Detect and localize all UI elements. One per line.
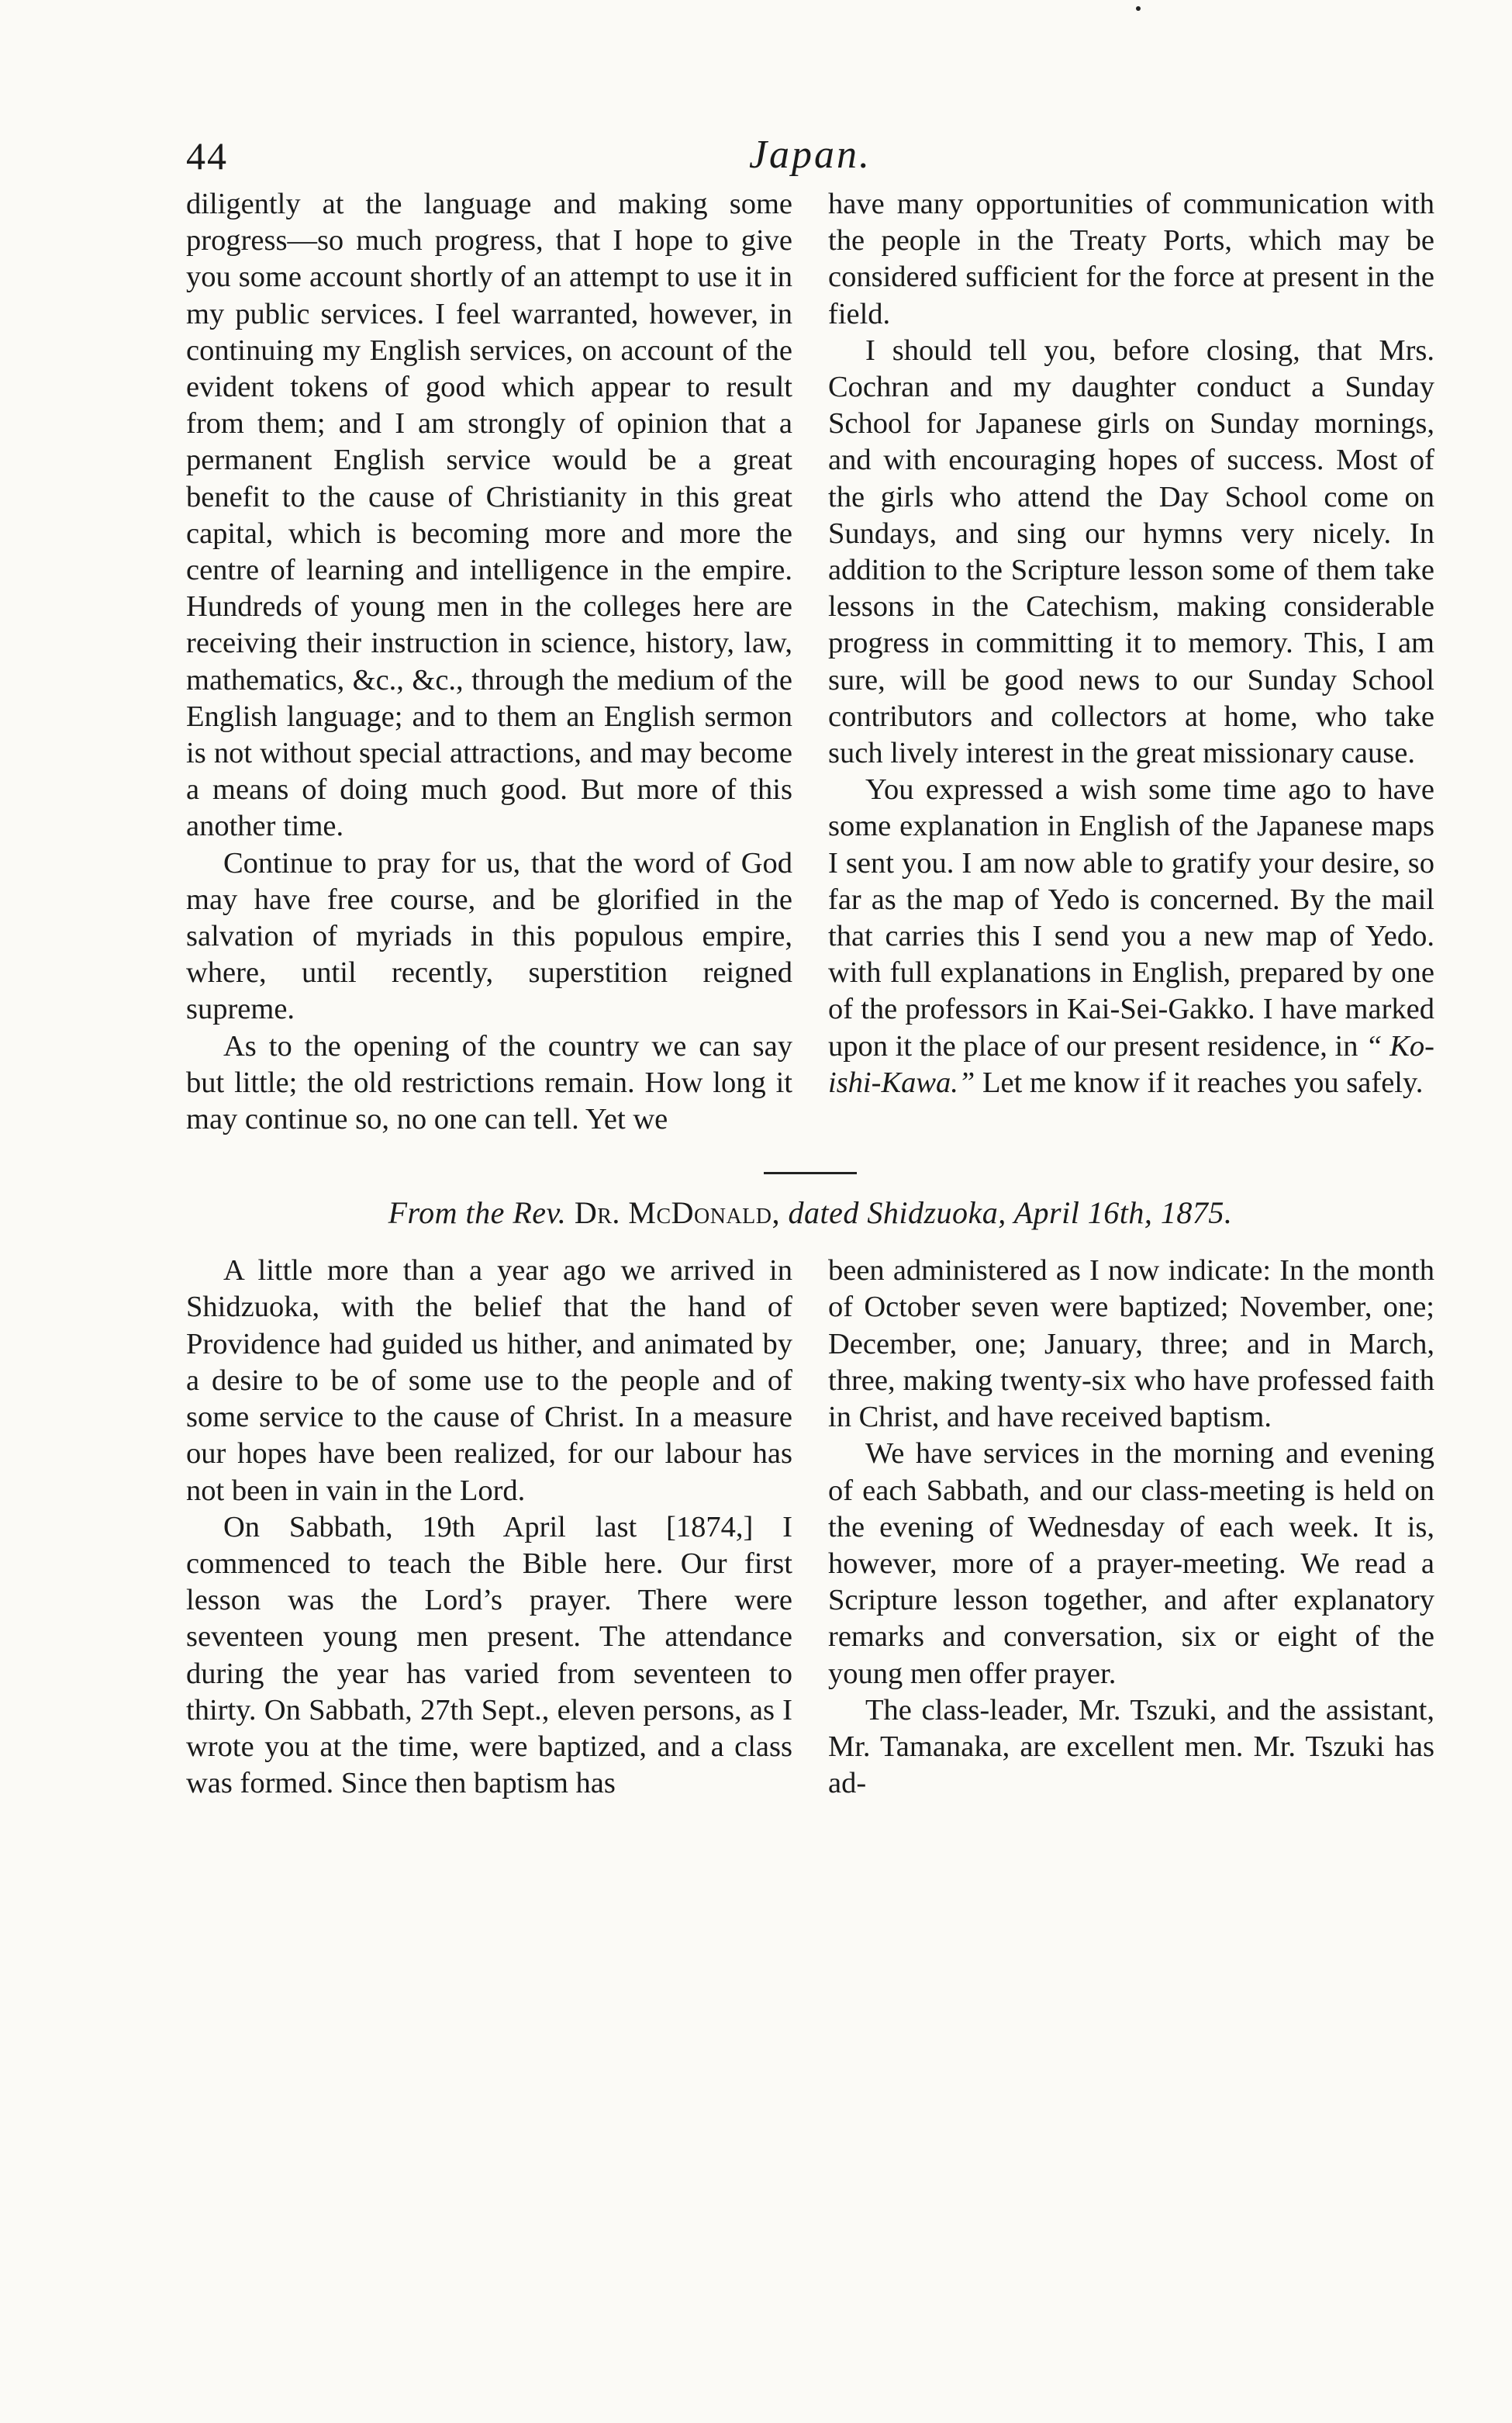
section-divider bbox=[764, 1172, 857, 1174]
paragraph: diligently at the language and making some progress—so much progress, that I hope to give you some account shortly of an attempt to use it in my public services. I feel warranted, however, in continuing my English services, on account of the evident tokens of good which appear to result from them; and I am strongly of opinion that a permanent English service would be a great benefit to the cause of Christianity in this great capital, which is becoming more and more the centre of learning and intelligence in the empire. Hundreds of young men in the colleges here are receiving their instruction in science, history, law, mathematics, &c., &c., through the medium of the English language; and to them an English sermon is not without special attractions, and may become a means of doing much good. But more of this another time. bbox=[186, 188, 792, 843]
right-column bbox=[828, 186, 1434, 1138]
page-number: 44 bbox=[186, 134, 228, 178]
heading-name: Dr. McDonald, bbox=[574, 1195, 780, 1231]
left-column bbox=[186, 186, 792, 1138]
print-speck bbox=[1136, 6, 1141, 11]
left-column bbox=[186, 1253, 792, 1802]
letter-continuation-section bbox=[186, 186, 1434, 1138]
heading-dateline: dated Shidzuoka, April 16th, 1875. bbox=[788, 1195, 1233, 1231]
page-header bbox=[186, 116, 1434, 186]
paragraph: Continue to pray for us, that the word of God may have free course, and be glorified in the salvation of myriads in this populous empire, where, until recently, superstition reigned supreme. bbox=[186, 846, 792, 1026]
running-title: Japan. bbox=[748, 133, 872, 177]
paragraph: The class-leader, Mr. Tszuki, and the assistant, Mr. Tamanaka, are excellent men. Mr. Tszuki has ad- bbox=[828, 1693, 1434, 1800]
paragraph: A little more than a year ago we arrived in Shidzuoka, with the belief that the hand of Providence had guided us hither, and animated by a desire to be of some use to the people and of some service to the cause of Christ. In a measure our hopes have been realized, for our labour has not been in vain in the Lord. bbox=[186, 1254, 792, 1507]
mcdonald-letter-section bbox=[186, 1253, 1434, 1802]
paragraph-text: You expressed a wish some time ago to have some explanation in English of the Japanese maps I sent you. I am now able to gratify your desire, so far as the map of Yedo is concerned. By the mail that carries this I send you a new map of Yedo. with full explanations in English, prepared by one of the professors in Kai-Sei-Gakko. I have marked upon it the place of our present residence, in bbox=[828, 773, 1434, 1063]
paragraph: As to the opening of the country we can say but little; the old restrictions remain. How long it may continue so, no one can tell. Yet we bbox=[186, 1029, 792, 1136]
paragraph bbox=[828, 772, 1434, 1101]
paragraph-tail: Let me know if it reaches you safely. bbox=[975, 1066, 1424, 1099]
paragraph: have many opportunities of communication with the people in the Treaty Ports, which may be considered sufficient for the force at present in the field. bbox=[828, 188, 1434, 330]
paragraph: On Sabbath, 19th April last [1874,] I commenced to teach the Bible here. Our first lesson was the Lord’s prayer. There were seventeen young men present. The attendance during the year has varied from seventeen to thirty. On Sabbath, 27th Sept., eleven persons, as I wrote you at the time, were baptized, and a class was formed. Since then baptism has bbox=[186, 1510, 792, 1800]
right-column bbox=[828, 1253, 1434, 1802]
paragraph: We have services in the morning and evening of each Sabbath, and our class-meeting is held on the evening of Wednesday of each week. It is, however, more of a prayer-meeting. We read a Scripture lesson together, and after explanatory remarks and conversation, six or eight of the young men offer prayer. bbox=[828, 1437, 1434, 1690]
paragraph: been administered as I now indicate: In the month of October seven were baptized; November, one; December, one; January, three; and in March, three, making twenty-six who have professed faith in Christ, and have received baptism. bbox=[828, 1254, 1434, 1434]
heading-prefix: From the Rev. bbox=[388, 1195, 567, 1231]
place-name-quote: “ Ko-ishi-Kawa.” bbox=[828, 1029, 1434, 1099]
letter-heading bbox=[186, 1194, 1434, 1231]
book-page bbox=[186, 116, 1434, 1802]
paragraph: I should tell you, before closing, that Mrs. Cochran and my daughter conduct a Sunday School for Japanese girls on Sunday mornings, and with encouraging hopes of success. Most of the girls who attend the Day School come on Sundays, and sing our hymns very nicely. In addition to the Scripture lesson some of them take lessons in the Catechism, making considerable progress in committing it to memory. This, I am sure, will be good news to our Sunday School contributors and collectors at home, who take such lively interest in the great missionary cause. bbox=[828, 334, 1434, 770]
